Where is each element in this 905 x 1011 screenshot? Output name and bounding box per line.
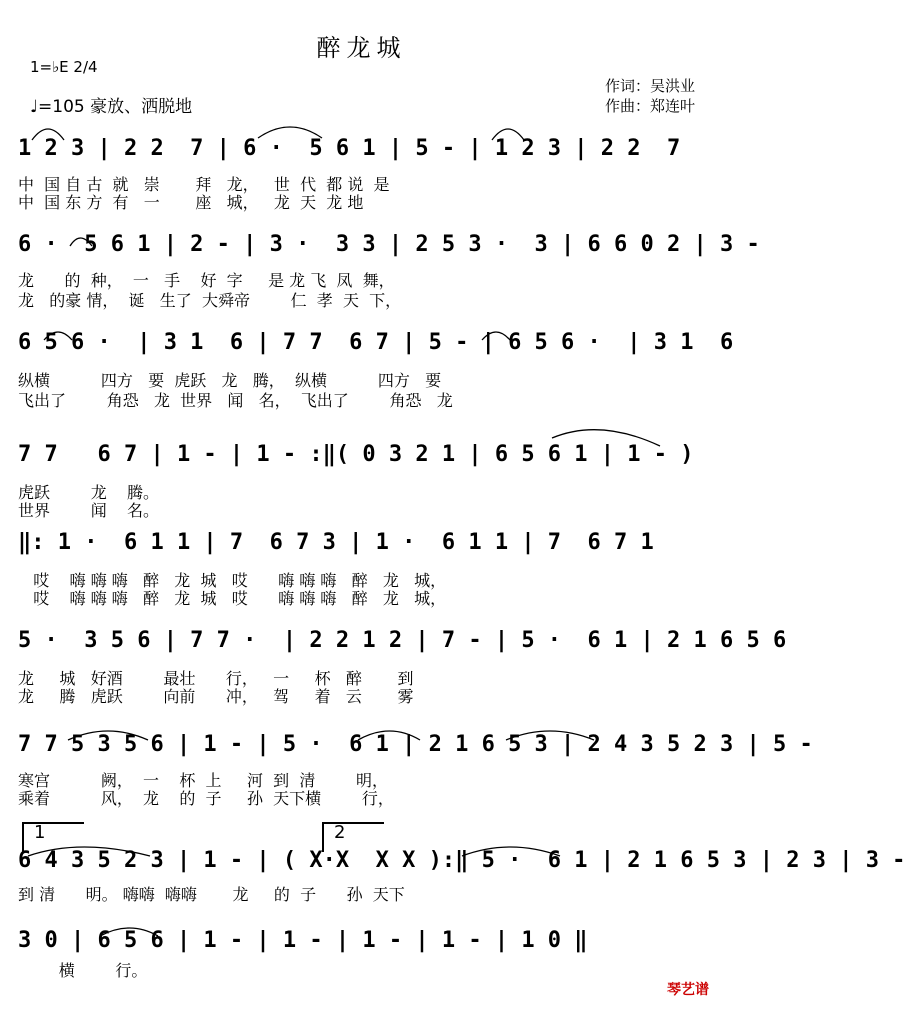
lyric-verse-1: 哎 嗨 嗨 嗨 醉 龙 城 哎 嗨 嗨 嗨 醉 龙 城， bbox=[18, 571, 447, 590]
notation-line: 3 0 | 6 5 6 | 1 - | 1 - | 1 - | 1 - | 1 0 ‖ bbox=[18, 928, 588, 953]
lyric-verse-1: 到 清 明。 嗨嗨 嗨嗨 龙 的 子 孙 天下 bbox=[18, 885, 405, 904]
notation-line: 6 4 3 5 2 3 | 1 - | ( X·X X X ):‖ 5 · 6 1 | 2 1 6 5 3 | 2 3 | 3 - bbox=[18, 848, 905, 873]
lyric-verse-1: 龙 城 好酒 最壮 行， 一 杯 醉 到 bbox=[18, 669, 414, 688]
lyric-verse-1: 中 国 自 古 就 崇 拜 龙， 世 代 都 说 是 bbox=[18, 175, 390, 194]
lyric-verse-1: 虎跃 龙 腾。 bbox=[18, 483, 160, 502]
lyric-verse-1: 龙 的 种， 一 手 好 字 是 龙 飞 凤 舞， bbox=[18, 271, 395, 290]
notation-line: 6 5 6 · | 3 1 6 | 7 7 6 7 | 5 - | 6 5 6 · | 3 1 6 bbox=[18, 330, 734, 355]
lyric-verse-1: 寒宫 阙， 一 杯 上 河 到 清 明， bbox=[18, 771, 389, 790]
lyric-verse-2: 飞出了 角恐 龙 世界 闻 名， 飞出了 角恐 龙 bbox=[18, 391, 453, 410]
lyricist: 作词：吴洪业 bbox=[604, 77, 695, 95]
lyric-verse-2: 龙 的豪 情， 诞 生了 大舜帝 仁 孝 天 下， bbox=[18, 291, 402, 310]
notation-line: 5 · 3 5 6 | 7 7 · | 2 2 1 2 | 7 - | 5 · 6 1 | 2 1 6 5 6 bbox=[18, 628, 787, 653]
lyric-verse-1: 横 行。 bbox=[18, 961, 148, 980]
notation-line: 6 · 5 6 1 | 2 - | 3 · 3 3 | 2 5 3 · 3 | 6 6 0 2 | 3 - bbox=[18, 232, 760, 257]
tempo-marking: ♩=105 豪放、洒脱地 bbox=[30, 97, 193, 117]
credits bbox=[605, 76, 695, 116]
publisher-logo: 琴艺谱 bbox=[667, 982, 709, 998]
volta-number-1: 1 bbox=[34, 822, 46, 843]
lyric-verse-2: 世界 闻 名。 bbox=[18, 501, 160, 520]
notation-line: ‖: 1 · 6 1 1 | 7 6 7 3 | 1 · 6 1 1 | 7 6 7 1 bbox=[18, 530, 654, 555]
lyric-verse-2: 乘着 风， 龙 的 子 孙 天下横 行， bbox=[18, 789, 394, 808]
composer: 作曲：郑连叶 bbox=[604, 97, 695, 115]
notation-line: 7 7 6 7 | 1 - | 1 - :‖( 0 3 2 1 | 6 5 6 1 | 1 - ) bbox=[18, 442, 694, 467]
key-signature: 1=♭E 2/4 bbox=[30, 58, 98, 76]
page-title: 醉龙城 bbox=[316, 34, 407, 62]
notation-line: 1 2 3 | 2 2 7 | 6 · 5 6 1 | 5 - | 1 2 3 | 2 2 7 bbox=[18, 136, 681, 161]
lyric-verse-1: 纵横 四方 要 虎跃 龙 腾， 纵横 四方 要 bbox=[18, 371, 442, 390]
volta-number-2: 2 bbox=[334, 822, 346, 843]
lyric-verse-2: 龙 腾 虎跃 向前 冲， 驾 着 云 雾 bbox=[18, 687, 414, 706]
notation-line: 7 7 5 3 5 6 | 1 - | 5 · 6 1 | 2 1 6 5 3 | 2 4 3 5 2 3 | 5 - bbox=[18, 732, 813, 757]
lyric-verse-2: 哎 嗨 嗨 嗨 醉 龙 城 哎 嗨 嗨 嗨 醉 龙 城， bbox=[18, 589, 447, 608]
lyric-verse-2: 中 国 东 方 有 一 座 城， 龙 天 龙 地 bbox=[18, 193, 364, 212]
